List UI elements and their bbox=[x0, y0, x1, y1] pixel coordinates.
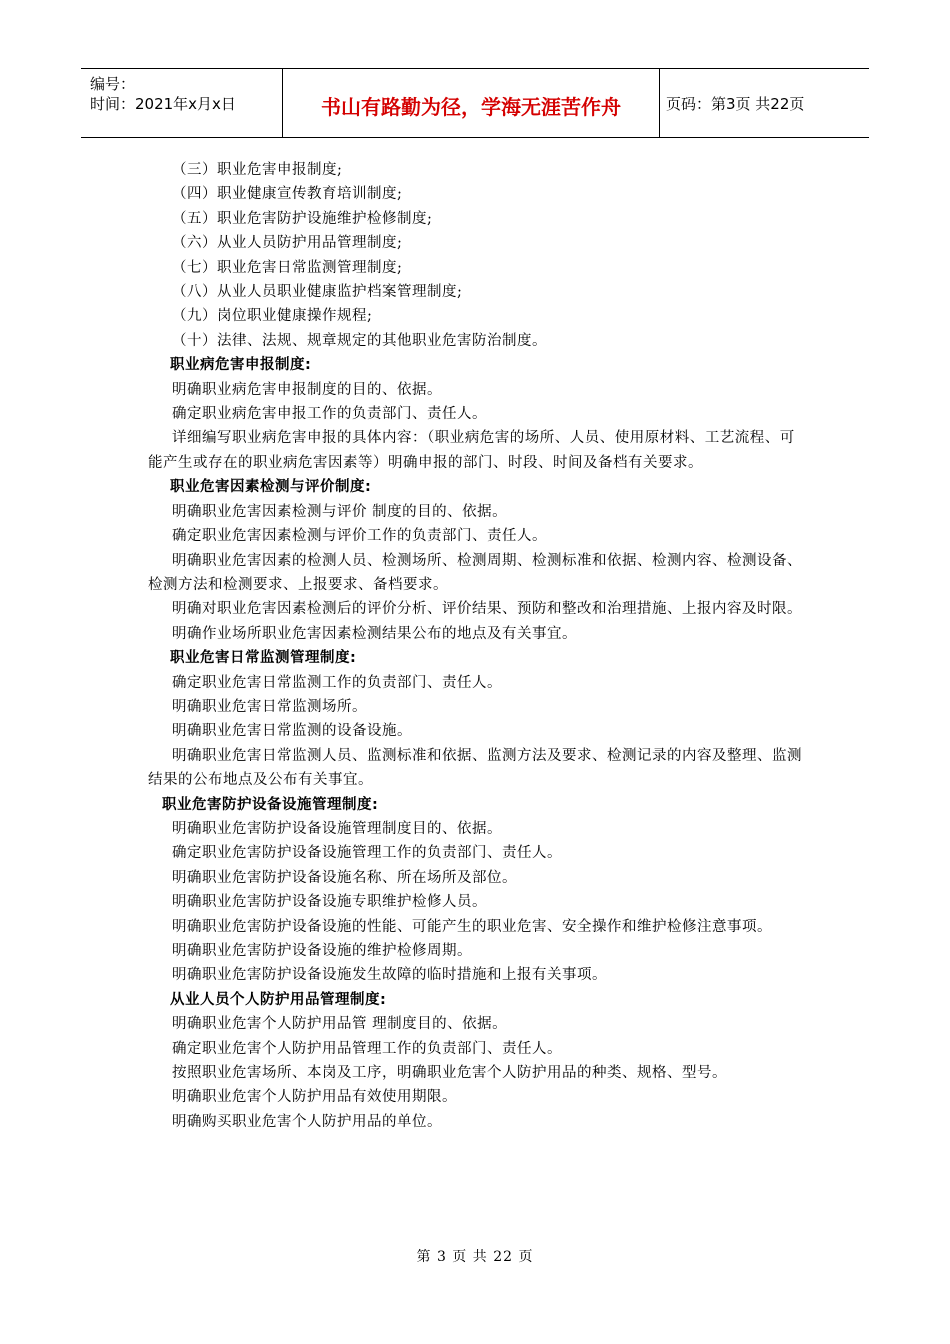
paragraph: 明确职业危害日常监测场所。 bbox=[172, 698, 367, 715]
paragraph: 明确职业病危害申报制度的目的、依据。 bbox=[172, 381, 442, 398]
paragraph: 明确职业危害防护设备设施专职维护检修人员。 bbox=[172, 894, 487, 911]
paragraph: 明确职业危害因素检测与评价 制度的目的、依据。 bbox=[172, 503, 508, 520]
section-heading: 从业人员个人防护用品管理制度: bbox=[170, 991, 387, 1008]
paragraph: 明确职业危害防护设备设施的性能、可能产生的职业危害、安全操作和维护检修注意事项。 bbox=[172, 918, 772, 935]
header-meta-cell bbox=[81, 69, 283, 137]
section-heading: 职业危害日常监测管理制度: bbox=[170, 650, 357, 667]
list-item: （九）岗位职业健康操作规程; bbox=[172, 308, 373, 325]
header-page-number: 页码：第3页 共22页 bbox=[666, 95, 805, 113]
paragraph: 明确购买职业危害个人防护用品的单位。 bbox=[172, 1113, 442, 1130]
paragraph: 明确职业危害日常监测的设备设施。 bbox=[172, 723, 412, 740]
header-page-cell bbox=[660, 69, 869, 137]
document-date-label: 时间：2021年x月x日 bbox=[90, 95, 236, 113]
paragraph: 明确职业危害因素的检测人员、检测场所、检测周期、检测标准和依据、检测内容、检测设备、检测方法和检测要求、上报要求、备档要求。 bbox=[148, 552, 802, 593]
paragraph: 明确职业危害防护设备设施发生故障的临时措施和上报有关事项。 bbox=[172, 967, 607, 984]
list-item: （十）法律、法规、规章规定的其他职业危害防治制度。 bbox=[172, 332, 547, 349]
page-footer: 第 3 页 共 22 页 bbox=[416, 1249, 534, 1265]
list-item: （五）职业危害防护设施维护检修制度; bbox=[172, 210, 433, 227]
page-header bbox=[81, 68, 869, 138]
paragraph: 确定职业危害因素检测与评价工作的负责部门、责任人。 bbox=[172, 528, 547, 545]
list-item: （八）从业人员职业健康监护档案管理制度; bbox=[172, 284, 463, 301]
paragraph: 明确职业危害个人防护用品管 理制度目的、依据。 bbox=[172, 1016, 508, 1033]
paragraph: 明确职业危害防护设备设施名称、所在场所及部位。 bbox=[172, 869, 517, 886]
paragraph: 确定职业危害个人防护用品管理工作的负责部门、责任人。 bbox=[172, 1040, 562, 1057]
list-item: （三）职业危害申报制度; bbox=[172, 162, 343, 178]
list-item: （七）职业危害日常监测管理制度; bbox=[172, 259, 403, 276]
section-heading: 职业危害防护设备设施管理制度: bbox=[162, 796, 379, 813]
paragraph: 确定职业病危害申报工作的负责部门、责任人。 bbox=[172, 406, 487, 423]
header-motto: 书山有路勤为径，学海无涯苦作舟 bbox=[321, 95, 621, 119]
paragraph: 明确职业危害日常监测人员、监测标准和依据、监测方法及要求、检测记录的内容及整理、监测结果的公布地点及公布有关事宜。 bbox=[148, 747, 802, 789]
paragraph: 明确职业危害防护设备设施管理制度目的、依据。 bbox=[172, 820, 502, 837]
paragraph: 明确作业场所职业危害因素检测结果公布的地点及有关事宜。 bbox=[172, 625, 577, 642]
paragraph: 明确职业危害防护设备设施的维护检修周期。 bbox=[172, 943, 472, 959]
section-heading: 职业危害因素检测与评价制度: bbox=[170, 479, 372, 496]
section-heading: 职业病危害申报制度: bbox=[170, 357, 312, 374]
header-motto-cell bbox=[283, 69, 660, 137]
paragraph: 确定职业危害防护设备设施管理工作的负责部门、责任人。 bbox=[172, 845, 562, 862]
document-number-label: 编号： bbox=[90, 75, 136, 93]
paragraph: 确定职业危害日常监测工作的负责部门、责任人。 bbox=[172, 674, 502, 691]
paragraph: 明确职业危害个人防护用品有效使用期限。 bbox=[172, 1089, 457, 1106]
paragraph: 按照职业危害场所、本岗及工序，明确职业危害个人防护用品的种类、规格、型号。 bbox=[172, 1065, 727, 1082]
list-item: （六）从业人员防护用品管理制度; bbox=[172, 235, 403, 252]
paragraph: 详细编写职业病危害申报的具体内容：（职业病危害的场所、人员、使用原材料、工艺流程、可能产生或存在的职业病危害因素等）明确申报的部门、时段、时间及备档有关要求。 bbox=[148, 430, 795, 471]
document-body bbox=[148, 158, 808, 1134]
paragraph: 明确对职业危害因素检测后的评价分析、评价结果、预防和整改和治理措施、上报内容及时限。 bbox=[172, 601, 802, 618]
list-item: （四）职业健康宣传教育培训制度; bbox=[172, 186, 403, 203]
